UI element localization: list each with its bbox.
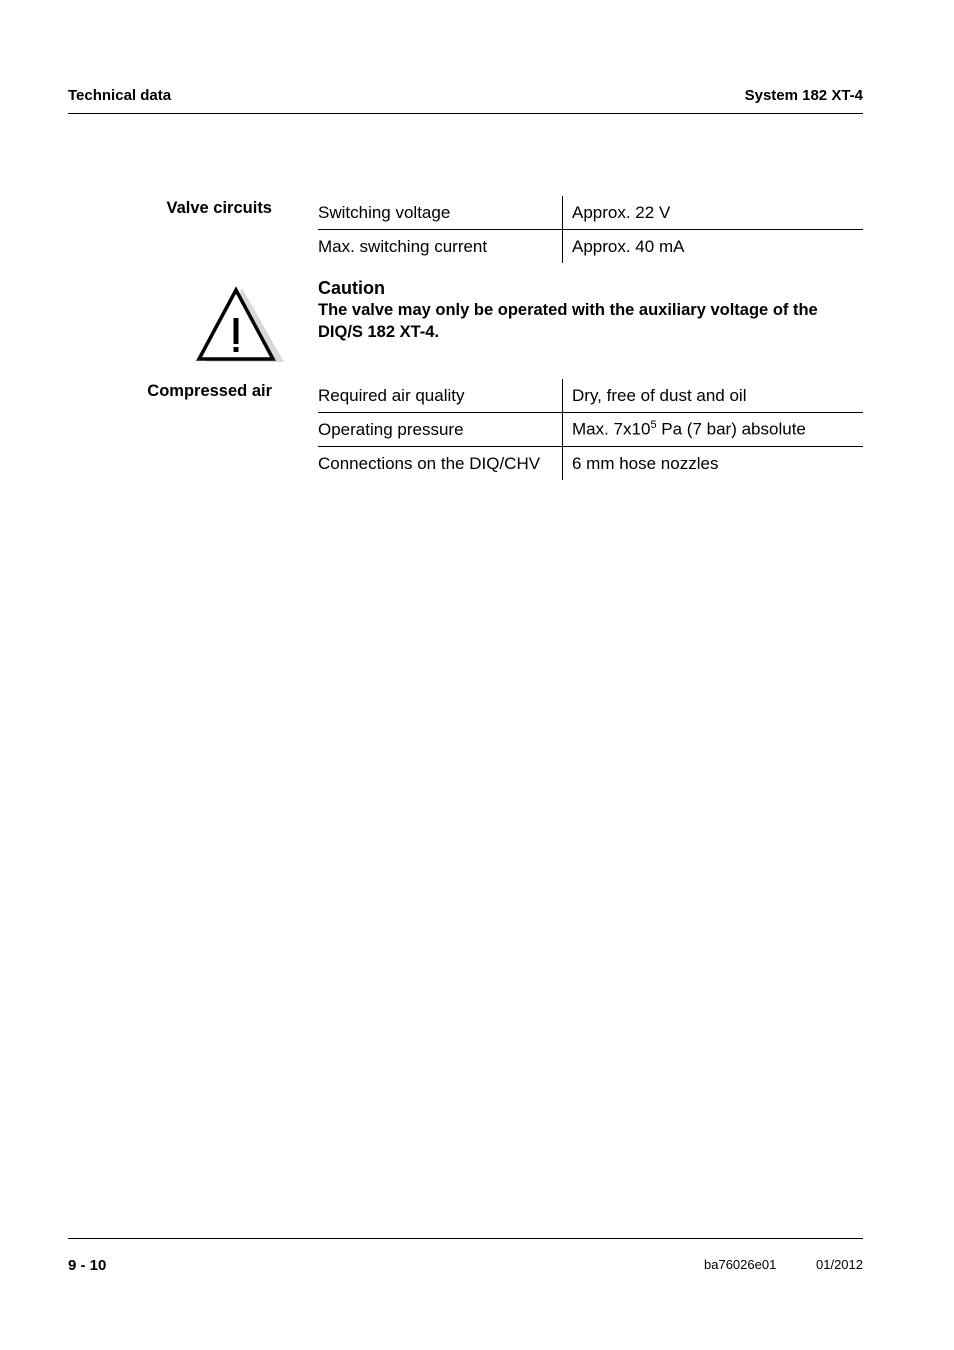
table-row [318,413,863,447]
param-cell: Required air quality [318,385,465,405]
param-cell: Operating pressure [318,413,563,447]
caution-text: The valve may only be operated with the auxiliary voltage of the DIQ/S 182 XT-4. [318,301,818,341]
value-cell [563,413,864,447]
warning-triangle-icon [196,284,286,364]
valve-circuits-table [318,196,863,263]
param-cell: Switching voltage [318,202,451,222]
header-rule [68,113,863,114]
value-cell: Dry, free of dust and oil [563,379,864,413]
footer-rule [68,1238,863,1239]
document-id: ba76026e01 [704,1257,777,1272]
table-row [318,379,863,413]
value-cell: Approx. 40 mA [563,230,864,264]
param-cell: Max. switching current [318,230,563,264]
compressed-air-label: Compressed air [147,382,272,400]
value-cell: 6 mm hose nozzles [563,447,864,481]
table-row [318,230,863,264]
table-row [318,447,863,481]
compressed-air-table [318,379,863,480]
page-number: 9 - 10 [68,1257,107,1274]
param-cell: Connections on the DIQ/CHV [318,447,563,481]
header-product-name: System 182 XT-4 [744,87,863,104]
caution-title: Caution [318,278,385,298]
value-cell: Approx. 22 V [563,196,864,230]
valve-circuits-label: Valve circuits [166,199,272,217]
pressure-value-unit: Pa (7 bar) absolute [656,419,806,439]
header-section-title: Technical data [68,87,172,104]
document-date: 01/2012 [816,1257,863,1272]
pressure-exponent: 5 [650,419,657,432]
table-row [318,196,863,230]
pressure-value-base: Max. 7x10 [572,419,651,439]
